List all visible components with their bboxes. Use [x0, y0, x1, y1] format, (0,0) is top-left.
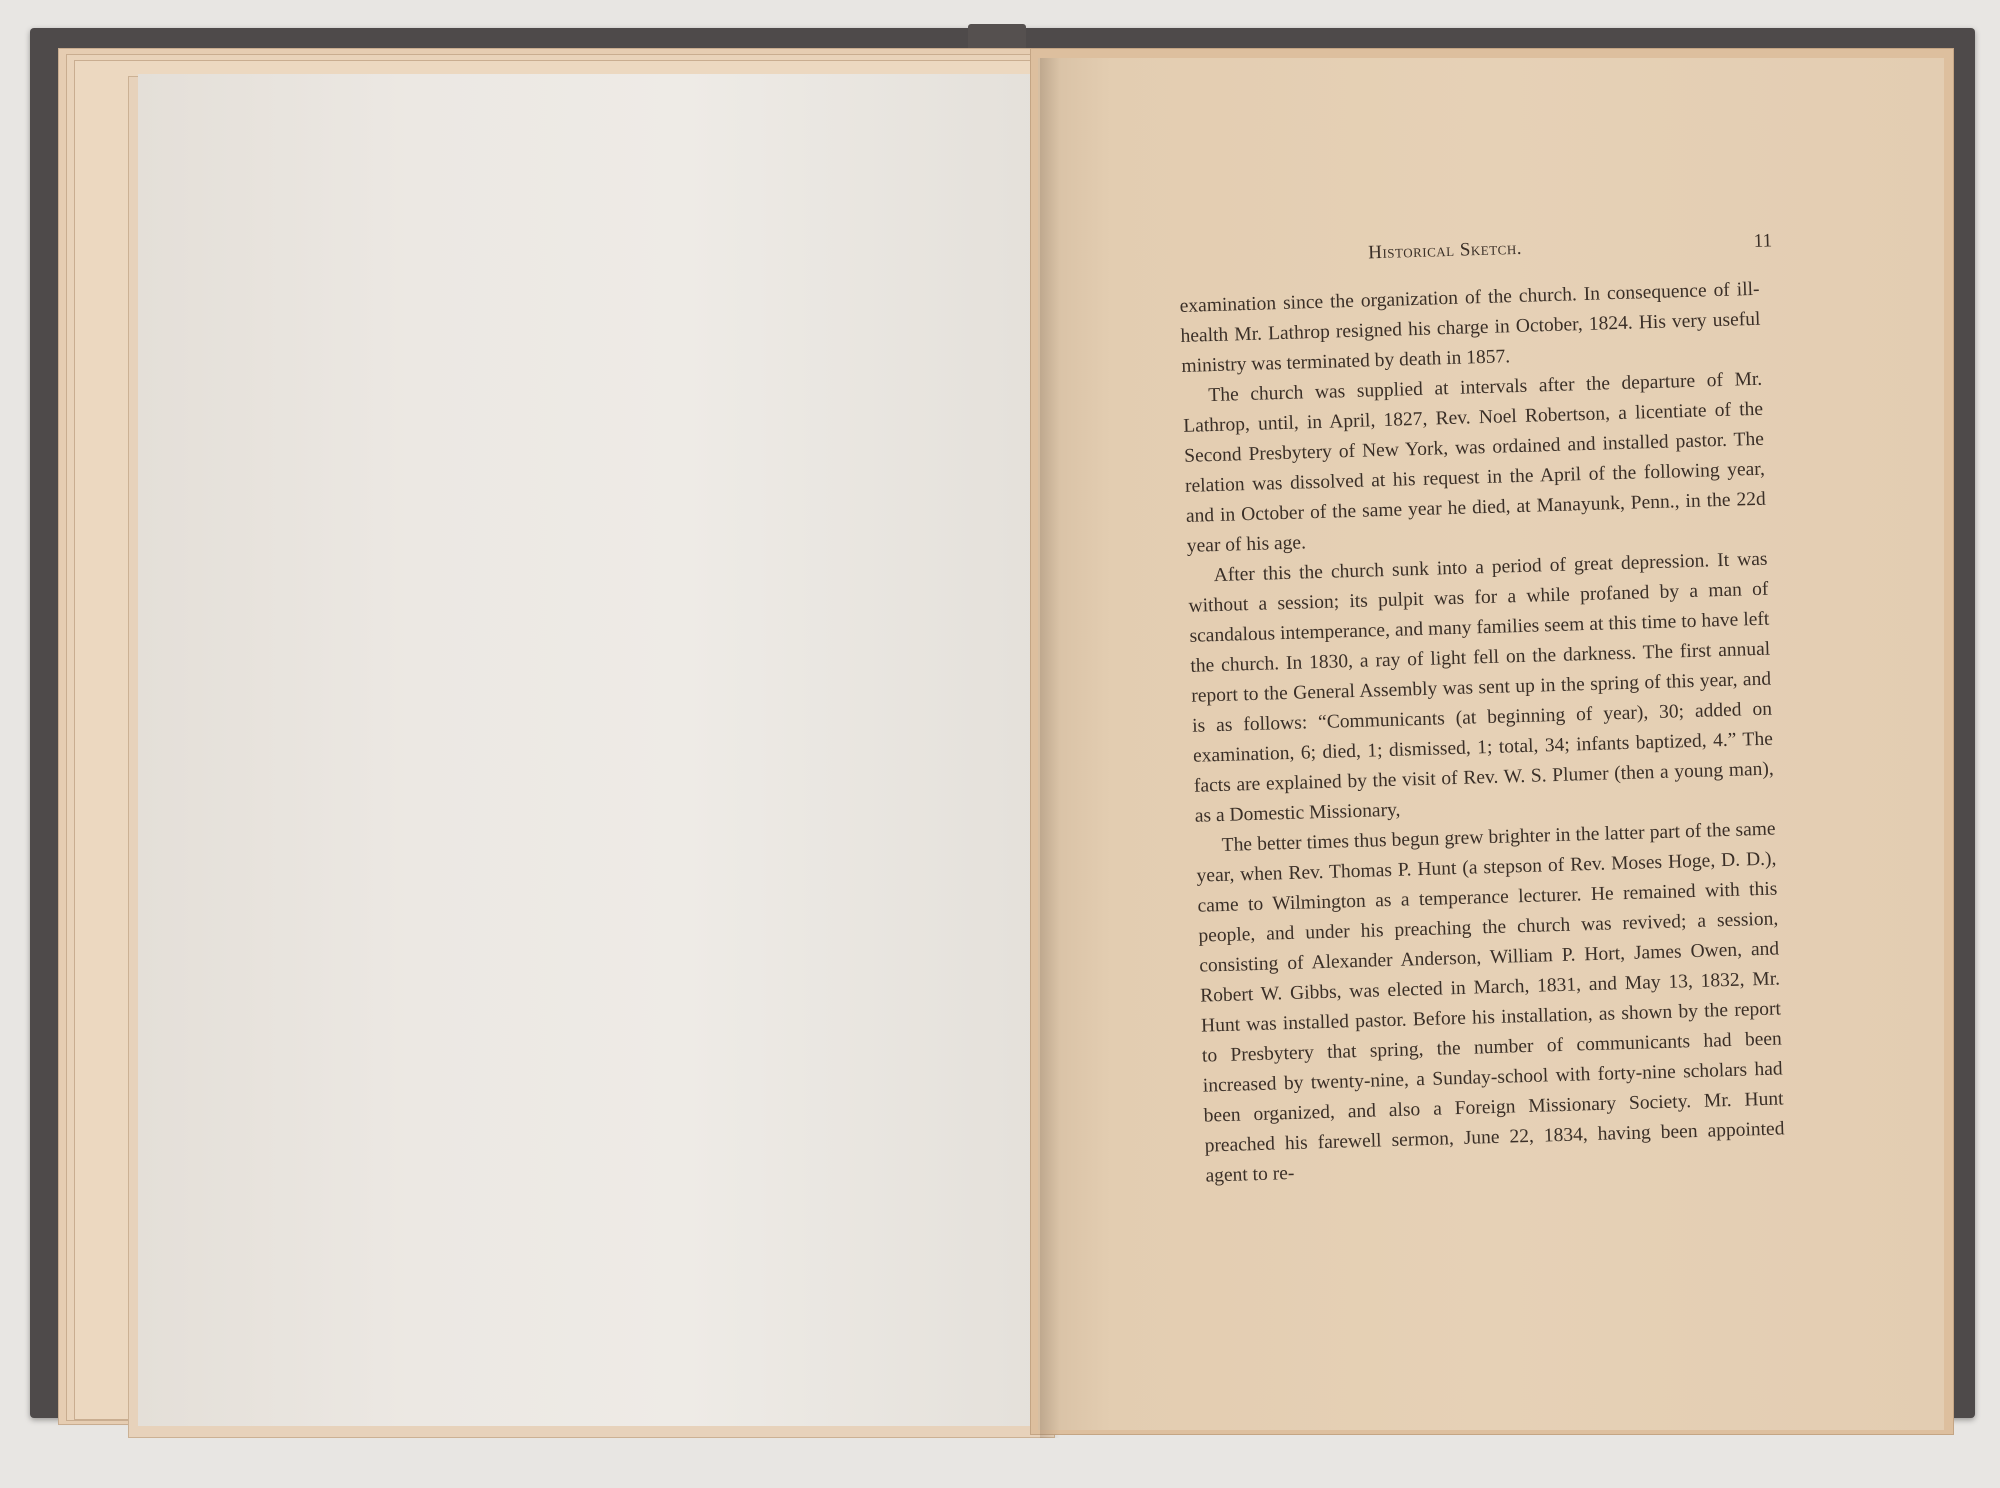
paragraph: After this the church sunk into a period of great depression. It was without a session; its pulpit was for a while profaned by a man of scandalous intemperance, and many families seem at this time to have left the church. In 1830, a ray of light fell on the darkness. The first annual report to the General Assembly was sent up in the spring of this year, and is as follows: “Communicants (at beginning of year), 30; added on examination, 6; died, 1; dismissed, 1; total, 34; infants baptized, 4.” The facts are explained by the visit of Rev. W. S. Plumer (then a young man), as a Domestic Missionary, — [1188, 548, 1775, 827]
blank-left-page — [138, 74, 1051, 1426]
paragraph: The church was supplied at intervals after the departure of Mr. Lathrop, until, in April, 1827, Rev. Noel Robertson, a licentiate of the Second Presbytery of New York, was ordained and installed pastor. The relation was dissolved at his request in the April of the following year, and in October of the same year he died, at Manayunk, Penn., in the 22d year of his age. — [1182, 368, 1767, 557]
page-number: 11 — [1753, 230, 1773, 252]
book-gutter — [1040, 58, 1060, 1438]
paragraph: examination since the organization of the church. In consequence of ill-health Mr. Lathrop resigned his charge in October, 1824. His very useful ministry was terminated by death in 1857. — [1179, 278, 1761, 377]
header-title: Historical Sketch. — [1367, 237, 1523, 264]
paragraph: The better times thus begun grew brighter in the latter part of the same year, when Rev. Thomas P. Hunt (a stepson of Rev. Moses Hoge, D. D.), came to Wilmington as a temperance lecturer. He remained with this people, and under his preaching the church was revived; a session, consisting of Alexander Anderson, William P. Hort, James Owen, and Robert W. Gibbs, was elected in March, 1831, and May 13, 1832, Mr. Hunt was installed pastor. Before his installation, as shown by the report to Presbytery that spring, the number of communicants had been increased by twenty-nine, a Sunday-school with forty-nine scholars had been organized, and also a Foreign Missionary Society. Mr. Hunt preached his farewell sermon, June 22, 1834, having been appointed agent to re- — [1196, 818, 1785, 1187]
page-text-block — [1178, 231, 1786, 1192]
